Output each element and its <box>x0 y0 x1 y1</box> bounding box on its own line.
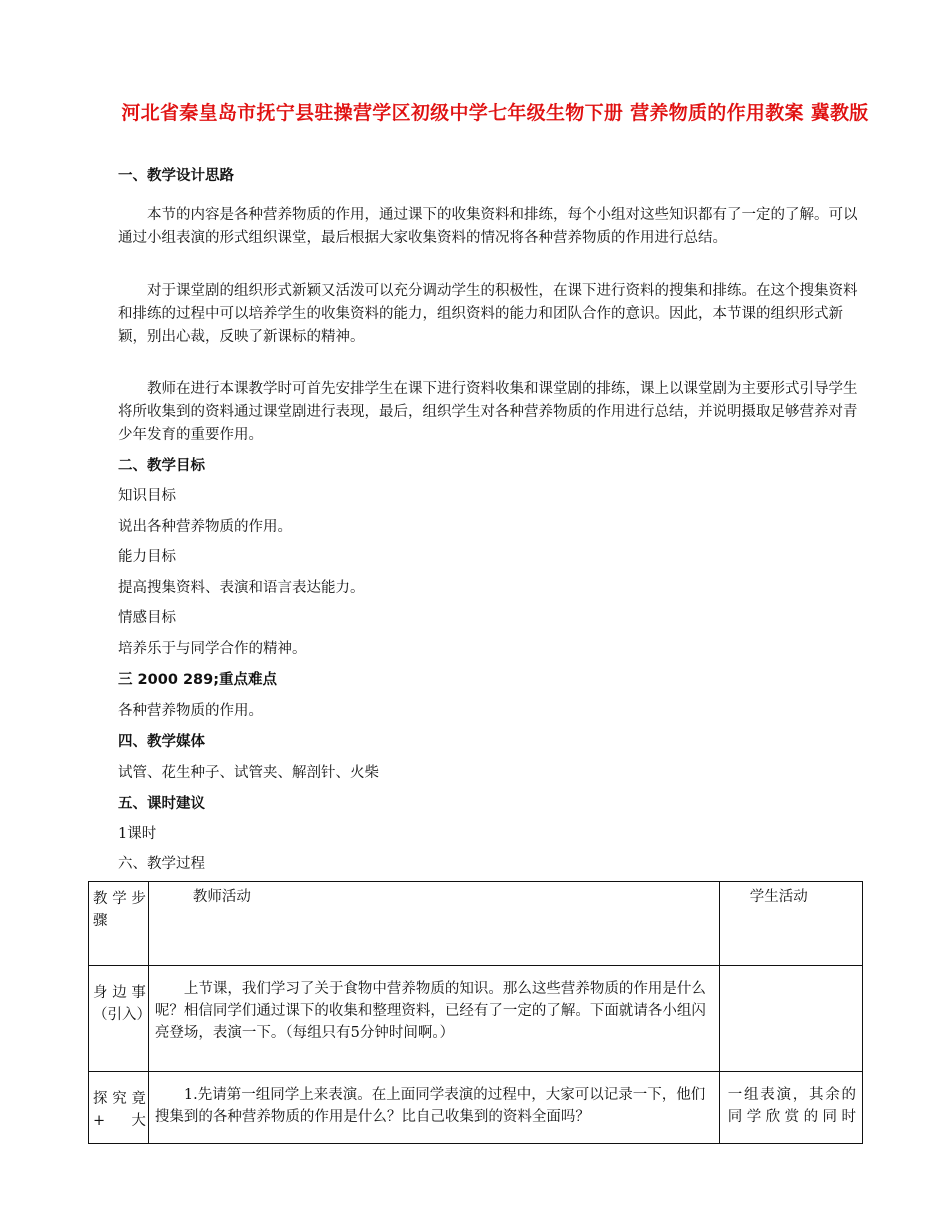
section-1-heading: 一、教学设计思路 <box>118 168 234 184</box>
row-2-teacher: 1.先请第一组同学上来表演。在上面同学表演的过程中，大家可以记录一下，他们搜集到的各种营养物质的作用是什么？比自己收集到的资料全面吗？ <box>148 1072 719 1144</box>
document-title: 河北省秦皇岛市抚宁县驻操营学区初级中学七年级生物下册 营养物质的作用教案 冀教版 <box>121 102 869 124</box>
emotion-goal-label: 情感目标 <box>118 610 176 626</box>
section-4-heading: 四、教学媒体 <box>118 734 205 750</box>
header-student: 学生活动 <box>719 882 862 966</box>
row-2-step: 探究竟+大 <box>93 1091 146 1129</box>
row-1-step: 身边事（引入） <box>93 985 151 1023</box>
section-5-heading: 五、课时建议 <box>118 796 205 812</box>
section-1-paragraph-1: 本节的内容是各种营养物质的作用，通过课下的收集资料和排练，每个小组对这些知识都有了一定的了解。可以通过小组表演的形式组织课堂，最后根据大家收集资料的情况将各种营养物质的作用进行总结。 <box>118 207 858 246</box>
row-1-teacher: 上节课，我们学习了关于食物中营养物质的知识。那么这些营养物质的作用是什么呢？相信同学们通过课下的收集和整理资料，已经有了一定的了解。下面就请各小组闪亮登场，表演一下。（每组只有5分钟时间啊。） <box>148 966 719 1072</box>
row-2-student: 一组表演，其余的同学欣赏的同时 <box>719 1072 862 1144</box>
section-5-text: 1课时 <box>118 826 157 842</box>
emotion-goal-text: 培养乐于与同学合作的精神。 <box>118 641 307 657</box>
header-teacher: 教师活动 <box>148 882 719 966</box>
row-1-student <box>719 966 862 1072</box>
knowledge-goal-text: 说出各种营养物质的作用。 <box>118 519 292 535</box>
section-4-text: 试管、花生种子、试管夹、解剖针、火柴 <box>118 765 379 781</box>
knowledge-goal-label: 知识目标 <box>118 488 176 504</box>
section-1-paragraph-3: 教师在进行本课教学时可首先安排学生在课下进行资料收集和课堂剧的排练，课上以课堂剧为主要形式引导学生将所收集到的资料通过课堂剧进行表现，最后，组织学生对各种营养物质的作用进行总结，并说明摄取足够营养对青少年发育的重要作用。 <box>118 381 858 443</box>
section-3-text: 各种营养物质的作用。 <box>118 703 263 719</box>
section-3-heading: 三 2000 289;重点难点 <box>118 672 278 688</box>
ability-goal-label: 能力目标 <box>118 549 176 565</box>
row-2-step-cell <box>89 1072 149 1144</box>
section-6-heading: 六、教学过程 <box>118 856 205 872</box>
ability-goal-text: 提高搜集资料、表演和语言表达能力。 <box>118 580 365 596</box>
table-row <box>89 966 863 1072</box>
table-header-row <box>89 882 863 966</box>
section-2-heading: 二、教学目标 <box>118 458 205 474</box>
teaching-process-table <box>88 881 863 1144</box>
section-1-paragraph-2: 对于课堂剧的组织形式新颖又活泼可以充分调动学生的积极性，在课下进行资料的搜集和排练。在这个搜集资料和排练的过程中可以培养学生的收集资料的能力，组织资料的能力和团队合作的意识。因此，本节课的组织形式新颖，别出心裁，反映了新课标的精神。 <box>118 283 858 345</box>
row-1-step-cell <box>89 966 149 1072</box>
table-row <box>89 1072 863 1144</box>
header-step: 教学步骤 <box>93 891 146 929</box>
header-step-cell <box>89 882 149 966</box>
